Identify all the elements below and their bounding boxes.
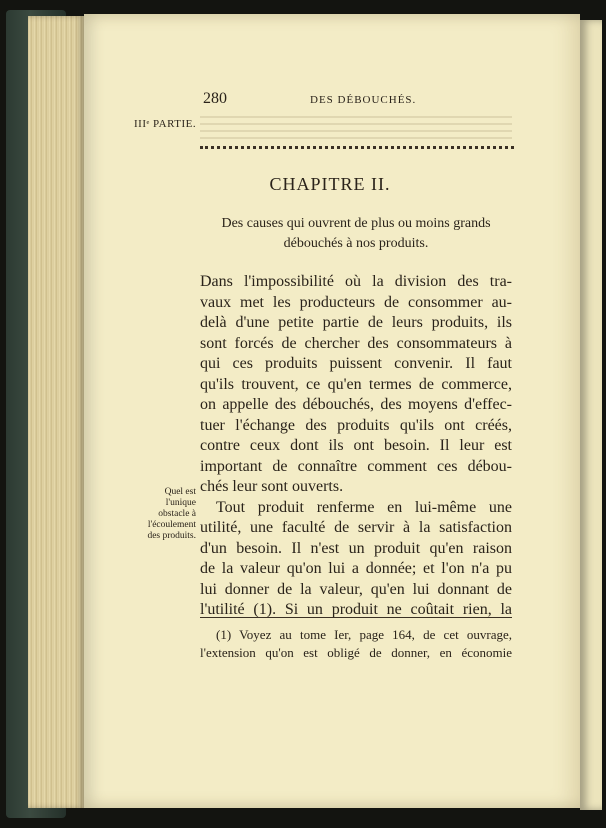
margin-note-line: l'unique <box>165 498 196 508</box>
body-line: important de connaître comment ces débou- <box>200 457 512 475</box>
body-line: delà d'une petite partie de leurs produits, ils <box>200 314 512 331</box>
margin-note-line: obstacle à <box>158 509 196 519</box>
body-line: lui donner de la valeur, qu'en lui donnant de <box>200 580 512 598</box>
body-line: on appelle des débouchés, des moyens d'effec- <box>200 396 512 413</box>
chapter-subtitle-line: Des causes qui ouvrent de plus ou moins grands <box>221 216 491 231</box>
footnote-rule <box>200 617 512 618</box>
page-number: 280 <box>203 90 227 107</box>
body-line: utilité, une faculté de servir à la satisfaction <box>200 519 512 536</box>
body-line: vaux met les producteurs de consommer au- <box>200 293 512 311</box>
body-line: qui ces produits puissent convenir. Il faut <box>200 355 512 372</box>
body-line: l'utilité (1). Si un produit ne coûtait rien, la <box>200 601 512 618</box>
body-line: qu'ils trouvent, ce qu'en termes de commerce, <box>200 375 512 393</box>
ornamental-rule <box>200 146 514 149</box>
margin-note-line: des produits. <box>147 531 196 541</box>
body-line: chés leur sont ouverts. <box>200 478 344 495</box>
chapter-title: CHAPITRE II. <box>269 174 391 194</box>
facing-page-edge <box>580 20 602 810</box>
body-text <box>200 272 512 621</box>
margin-note-line: Quel est <box>164 487 196 497</box>
footnote-line: (1) Voyez au tome Ier, page 164, de cet ouvrage, <box>216 627 512 642</box>
footnote <box>200 626 512 662</box>
chapter-subtitle <box>200 214 512 254</box>
margin-note <box>130 487 196 542</box>
body-line: Tout produit renferme en lui-même une <box>216 498 512 516</box>
running-head: DES DÉBOUCHÉS. <box>310 94 417 106</box>
show-through-text <box>200 116 512 142</box>
margin-note-line: l'écoulement <box>147 520 196 530</box>
body-line: contre ceux dont ils ont besoin. Il leur est <box>200 437 512 454</box>
footnote-line: l'extension qu'on est obligé de donner, en économie <box>200 645 512 660</box>
body-line: tuer l'échange des produits qu'ils ont créés, <box>200 416 512 434</box>
body-line: Dans l'impossibilité où la division des tra- <box>200 273 512 290</box>
section-label: IIIᵉ PARTIE. <box>134 118 197 130</box>
chapter-subtitle-line: débouchés à nos produits. <box>283 236 429 251</box>
body-line: de la valeur qu'on lui a donnée; et l'on n'a pu <box>200 560 512 577</box>
page-edges <box>28 16 84 808</box>
body-line: sont forcés de chercher des consommateurs à <box>200 334 512 352</box>
body-line: d'un besoin. Il n'est un produit qu'en raison <box>200 539 512 557</box>
